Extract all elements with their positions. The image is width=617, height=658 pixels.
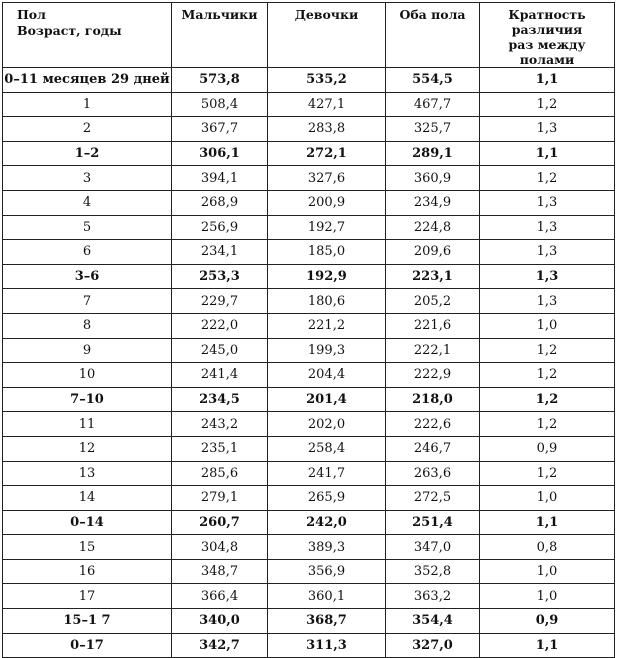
cell-girls: 389,3 [268,535,386,560]
morbidity-table [2,2,615,658]
cell-both: 205,2 [386,289,480,314]
table-row [3,240,615,265]
cell-boys: 394,1 [172,166,268,191]
cell-girls: 241,7 [268,461,386,486]
cell-boys: 367,7 [172,117,268,142]
cell-ratio: 1,2 [480,461,615,486]
cell-age: 14 [3,486,172,511]
header-ratio-line2: раз между полами [508,37,586,67]
cell-boys: 366,4 [172,584,268,609]
cell-both: 222,9 [386,363,480,388]
cell-boys: 245,0 [172,338,268,363]
table-row [3,117,615,142]
cell-boys: 508,4 [172,92,268,117]
cell-both: 325,7 [386,117,480,142]
cell-ratio: 1,0 [480,313,615,338]
cell-boys: 234,1 [172,240,268,265]
cell-ratio: 0,9 [480,436,615,461]
cell-boys: 229,7 [172,289,268,314]
table-body [3,68,615,658]
cell-both: 223,1 [386,264,480,289]
table-row [3,461,615,486]
table-row [3,436,615,461]
table-row-total [3,609,615,634]
header-boys: Мальчики [172,3,268,68]
cell-both: 347,0 [386,535,480,560]
table-row [3,215,615,240]
cell-age: 17 [3,584,172,609]
cell-boys: 241,4 [172,363,268,388]
cell-boys: 253,3 [172,264,268,289]
cell-both: 224,8 [386,215,480,240]
cell-ratio: 1,3 [480,190,615,215]
cell-both: 327,0 [386,633,480,658]
table-row [3,190,615,215]
cell-girls: 356,9 [268,559,386,584]
cell-boys: 348,7 [172,559,268,584]
header-row [3,3,615,68]
cell-girls: 327,6 [268,166,386,191]
cell-girls: 535,2 [268,68,386,93]
cell-age: 3 [3,166,172,191]
cell-ratio: 1,3 [480,240,615,265]
cell-ratio: 1,2 [480,166,615,191]
table-row [3,363,615,388]
cell-age: 0–11 месяцев 29 дней [3,68,172,93]
cell-ratio: 1,3 [480,117,615,142]
cell-age: 12 [3,436,172,461]
cell-girls: 185,0 [268,240,386,265]
cell-girls: 368,7 [268,609,386,634]
cell-boys: 304,8 [172,535,268,560]
table-row [3,166,615,191]
cell-age: 3–6 [3,264,172,289]
header-girls: Девочки [268,3,386,68]
cell-girls: 311,3 [268,633,386,658]
cell-both: 352,8 [386,559,480,584]
cell-age: 4 [3,190,172,215]
cell-girls: 265,9 [268,486,386,511]
table-row [3,289,615,314]
header-sex-age [3,3,172,68]
cell-ratio: 1,3 [480,264,615,289]
cell-ratio: 1,1 [480,633,615,658]
table-row [3,486,615,511]
header-age-label: Возраст, годы [17,23,122,38]
cell-both: 363,2 [386,584,480,609]
cell-age: 0–14 [3,510,172,535]
cell-ratio: 1,2 [480,387,615,412]
table-row-total [3,264,615,289]
cell-both: 234,9 [386,190,480,215]
cell-age: 13 [3,461,172,486]
cell-girls: 272,1 [268,141,386,166]
cell-boys: 235,1 [172,436,268,461]
cell-both: 209,6 [386,240,480,265]
cell-both: 554,5 [386,68,480,93]
cell-girls: 360,1 [268,584,386,609]
cell-both: 246,7 [386,436,480,461]
cell-ratio: 1,2 [480,412,615,437]
cell-girls: 202,0 [268,412,386,437]
header-sex-label: Пол [17,7,46,22]
cell-both: 222,6 [386,412,480,437]
cell-age: 2 [3,117,172,142]
table-row [3,412,615,437]
header-ratio-line1: Кратность различия [508,7,586,37]
cell-age: 16 [3,559,172,584]
cell-age: 10 [3,363,172,388]
cell-age: 1–2 [3,141,172,166]
cell-age: 15 [3,535,172,560]
table-row [3,559,615,584]
cell-girls: 201,4 [268,387,386,412]
cell-ratio: 0,9 [480,609,615,634]
cell-age: 5 [3,215,172,240]
cell-girls: 192,7 [268,215,386,240]
cell-boys: 306,1 [172,141,268,166]
cell-ratio: 1,0 [480,559,615,584]
cell-boys: 279,1 [172,486,268,511]
cell-ratio: 0,8 [480,535,615,560]
cell-both: 467,7 [386,92,480,117]
cell-age: 11 [3,412,172,437]
cell-age: 6 [3,240,172,265]
cell-ratio: 1,2 [480,363,615,388]
cell-boys: 260,7 [172,510,268,535]
cell-ratio: 1,0 [480,584,615,609]
cell-age: 15–1 7 [3,609,172,634]
header-ratio [480,3,615,68]
table-row [3,313,615,338]
cell-girls: 204,4 [268,363,386,388]
cell-girls: 258,4 [268,436,386,461]
cell-ratio: 1,2 [480,338,615,363]
cell-ratio: 1,0 [480,486,615,511]
table-row [3,535,615,560]
cell-both: 218,0 [386,387,480,412]
cell-age: 7–10 [3,387,172,412]
cell-boys: 573,8 [172,68,268,93]
cell-age: 7 [3,289,172,314]
cell-boys: 342,7 [172,633,268,658]
cell-boys: 222,0 [172,313,268,338]
table-row [3,92,615,117]
cell-both: 354,4 [386,609,480,634]
cell-both: 360,9 [386,166,480,191]
cell-ratio: 1,2 [480,92,615,117]
cell-boys: 340,0 [172,609,268,634]
cell-girls: 200,9 [268,190,386,215]
table-row-total [3,68,615,93]
cell-ratio: 1,1 [480,141,615,166]
table-row-total [3,510,615,535]
table-row [3,584,615,609]
cell-age: 1 [3,92,172,117]
table-row-total [3,387,615,412]
cell-girls: 192,9 [268,264,386,289]
cell-ratio: 1,1 [480,68,615,93]
cell-boys: 234,5 [172,387,268,412]
cell-both: 221,6 [386,313,480,338]
cell-girls: 242,0 [268,510,386,535]
cell-boys: 256,9 [172,215,268,240]
cell-boys: 243,2 [172,412,268,437]
cell-ratio: 1,1 [480,510,615,535]
cell-both: 272,5 [386,486,480,511]
cell-age: 0–17 [3,633,172,658]
cell-boys: 268,9 [172,190,268,215]
header-both: Оба пола [386,3,480,68]
cell-girls: 180,6 [268,289,386,314]
table-row-total [3,141,615,166]
table-row-total [3,633,615,658]
cell-ratio: 1,3 [480,289,615,314]
cell-ratio: 1,3 [480,215,615,240]
cell-girls: 221,2 [268,313,386,338]
cell-age: 9 [3,338,172,363]
cell-both: 289,1 [386,141,480,166]
cell-both: 251,4 [386,510,480,535]
cell-girls: 427,1 [268,92,386,117]
cell-boys: 285,6 [172,461,268,486]
cell-girls: 283,8 [268,117,386,142]
cell-both: 263,6 [386,461,480,486]
cell-age: 8 [3,313,172,338]
cell-both: 222,1 [386,338,480,363]
table-row [3,338,615,363]
cell-girls: 199,3 [268,338,386,363]
